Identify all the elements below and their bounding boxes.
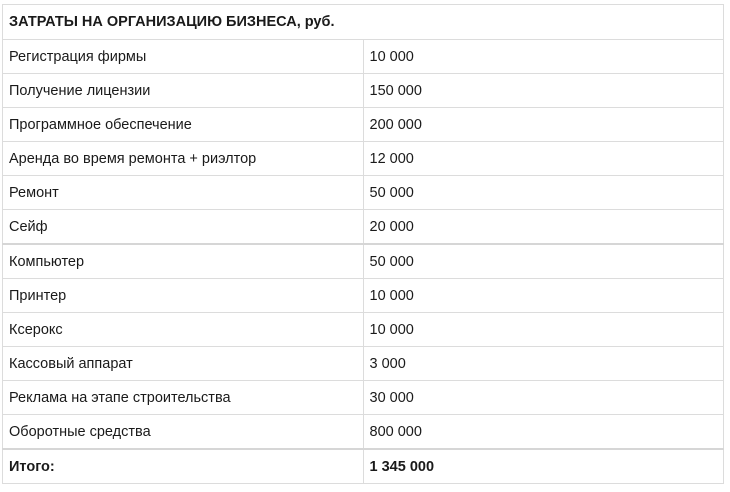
table-row xyxy=(3,40,724,74)
table-total-row xyxy=(3,449,724,484)
table-header-row xyxy=(3,5,724,40)
table-row xyxy=(3,347,724,381)
table-row xyxy=(3,381,724,415)
total-value: 1 345 000 xyxy=(363,449,724,484)
table-row xyxy=(3,415,724,450)
table-row xyxy=(3,244,724,279)
row-value: 3 000 xyxy=(363,347,724,381)
row-value: 10 000 xyxy=(363,279,724,313)
row-name: Компьютер xyxy=(3,244,364,279)
table-row xyxy=(3,313,724,347)
row-name: Получение лицензии xyxy=(3,74,364,108)
row-value: 10 000 xyxy=(363,313,724,347)
row-name: Ремонт xyxy=(3,176,364,210)
row-value: 50 000 xyxy=(363,244,724,279)
table-title: ЗАТРАТЫ НА ОРГАНИЗАЦИЮ БИЗНЕСА, руб. xyxy=(3,5,724,40)
row-value: 12 000 xyxy=(363,142,724,176)
row-name: Регистрация фирмы xyxy=(3,40,364,74)
table-row xyxy=(3,74,724,108)
total-label: Итого: xyxy=(3,449,364,484)
row-name: Программное обеспечение xyxy=(3,108,364,142)
row-name: Оборотные средства xyxy=(3,415,364,450)
row-name: Кассовый аппарат xyxy=(3,347,364,381)
table-row xyxy=(3,176,724,210)
row-name: Принтер xyxy=(3,279,364,313)
row-name: Ксерокс xyxy=(3,313,364,347)
row-name: Аренда во время ремонта + риэлтор xyxy=(3,142,364,176)
table-row xyxy=(3,108,724,142)
row-value: 10 000 xyxy=(363,40,724,74)
row-value: 50 000 xyxy=(363,176,724,210)
row-value: 30 000 xyxy=(363,381,724,415)
table-row xyxy=(3,210,724,245)
row-name: Сейф xyxy=(3,210,364,245)
row-value: 200 000 xyxy=(363,108,724,142)
table-row xyxy=(3,142,724,176)
row-value: 20 000 xyxy=(363,210,724,245)
row-name: Реклама на этапе строительства xyxy=(3,381,364,415)
costs-table xyxy=(2,4,724,484)
table-row xyxy=(3,279,724,313)
row-value: 150 000 xyxy=(363,74,724,108)
row-value: 800 000 xyxy=(363,415,724,450)
